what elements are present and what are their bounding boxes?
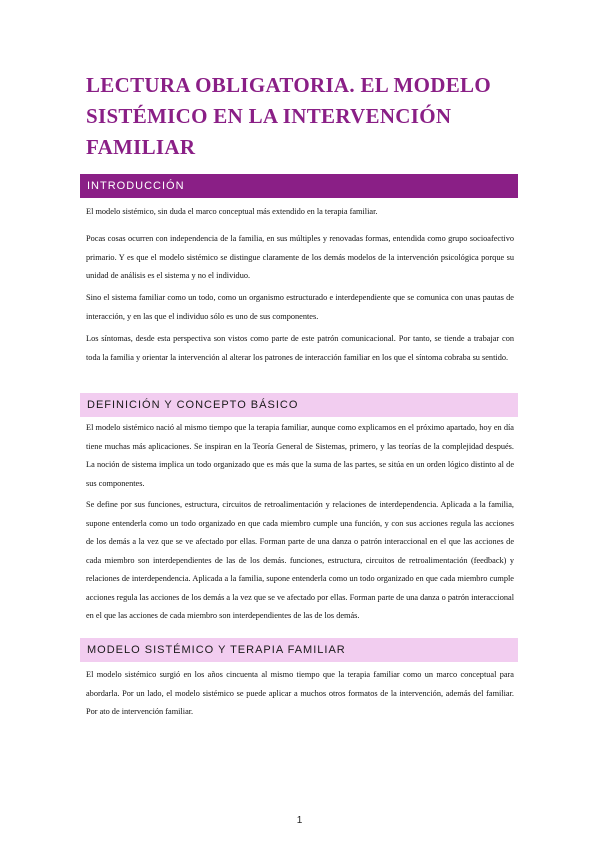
paragraph: El modelo sistémico nació al mismo tiempo que la terapia familiar, aunque como explicamos en el próximo apartado, hoy en día tiene muchas más aplicaciones. Se inspiran en la Teoría General de Sistemas, primero, y las teorías de la complejidad después. La noción de sistema implica un todo organizado que es más que la suma de las partes, se sitúa en un orden lógico distinto al de sus componentes.: [86, 423, 514, 488]
paragraph: Se define por sus funciones, estructura, circuitos de retroalimentación y relaciones de interdependencia. Aplicada a la familia, supone entenderla como un todo organizado en que cada miembro cumple una función, y con sus acciones regula las acciones de los demás a la vez que se ve afectado por ellas. Forman parte de una danza o patrón interaccional en el que las acciones de cada miembro son interdependientes de las de los demás. funciones, estructura, circuitos de retroalimentación (feedback) y relaciones de interdependencia. Aplicada a la familia, supone entenderla como un todo organizado en que cada miembro cumple acciones regula las acciones de los demás a la vez que se ve afectado por ellas. Forman parte de una danza o patrón interaccional en el que las acciones de cada miembro son interdependientes de las de los demás.: [86, 500, 514, 620]
document-title: [86, 70, 526, 163]
section-heading-introduccion: INTRODUCCIÓN: [80, 174, 518, 198]
paragraph: Sino el sistema familiar como un todo, como un organismo estructurado e interdependiente que se comunica con unas pautas de interacción, y en las que el individuo sólo es uno de sus componentes.: [86, 293, 514, 321]
title-line: SISTÉMICO EN LA INTERVENCIÓN: [86, 104, 452, 128]
paragraph: El modelo sistémico, sin duda el marco conceptual más extendido en la terapia familiar.: [86, 207, 378, 216]
section-heading-modelo-terapia: MODELO SISTÉMICO Y TERAPIA FAMILIAR: [80, 638, 518, 662]
title-line: FAMILIAR: [86, 135, 196, 159]
paragraph: Los síntomas, desde esta perspectiva son vistos como parte de este patrón comunicacional. Por tanto, se tiende a trabajar con toda la familia y orientar la intervención al alterar los patrones de interacción familiar en los que el síntoma cobraba su sentido.: [86, 334, 514, 362]
paragraph: Pocas cosas ocurren con independencia de la familia, en sus múltiples y renovadas formas, entendida como grupo socioafectivo primario. Y es que el modelo sistémico se distingue claramente de los demás modelos de la intervención psicológica porque su unidad de análisis es el sistema y no el individuo.: [86, 234, 514, 280]
paragraph: El modelo sistémico surgió en los años cincuenta al mismo tiempo que la terapia familiar como un marco conceptual para abordarla. Por un lado, el modelo sistémico se puede aplicar a muchos otros formatos de la intervención, además del familiar. Por ato de intervención familiar.: [86, 670, 514, 716]
title-line: LECTURA OBLIGATORIA. EL MODELO: [86, 73, 491, 97]
section-heading-definicion: DEFINICIÓN Y CONCEPTO BÁSICO: [80, 393, 518, 417]
page-number: 1: [296, 815, 303, 826]
